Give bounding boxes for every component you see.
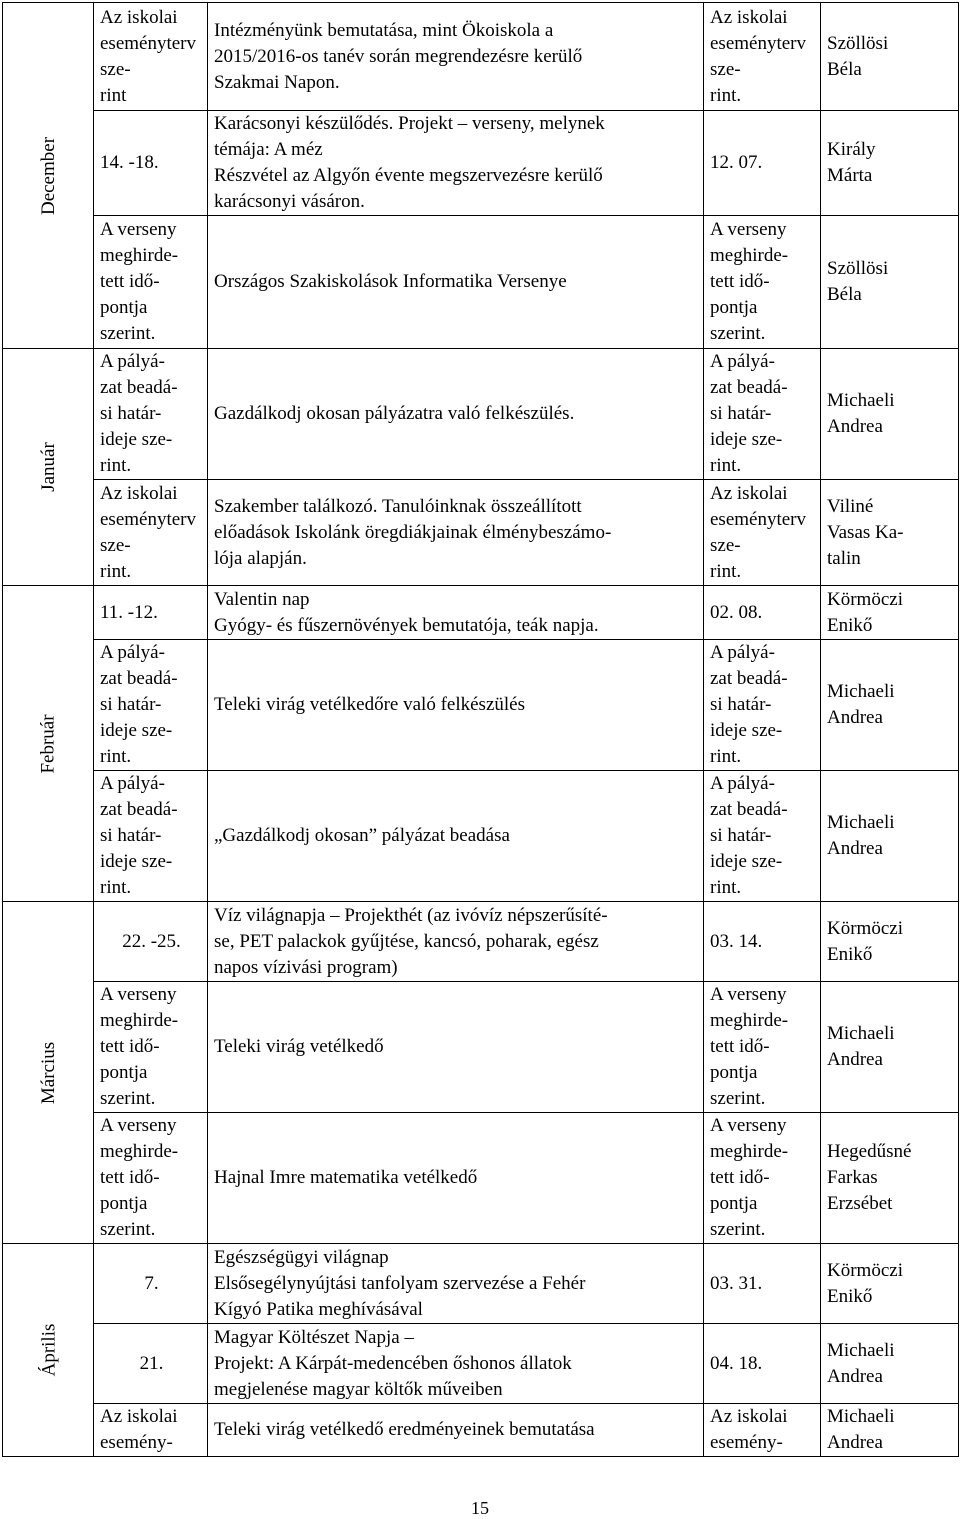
responsible-person-cell: Michaeli Andrea bbox=[821, 640, 959, 771]
event-cell: Egészségügyi világnap Elsősegélynyújtási tanfolyam szervezése a Fehér Kígyó Patika meghívásával bbox=[208, 1244, 704, 1324]
date-cell: A verseny meghirde- tett idő- pontja szerint. bbox=[94, 216, 208, 349]
deadline-cell: 12. 07. bbox=[704, 111, 821, 216]
month-cell-aprilis bbox=[3, 1244, 94, 1457]
responsible-person-cell: Viliné Vasas Ka- talin bbox=[821, 480, 959, 586]
date-cell: Az iskolai esemény- bbox=[94, 1404, 208, 1457]
date-cell: 11. -12. bbox=[94, 586, 208, 640]
event-cell: Teleki virág vetélkedőre való felkészülés bbox=[208, 640, 704, 771]
deadline-cell: Az iskolai eseményterv sze- rint. bbox=[704, 3, 821, 111]
deadline-cell: A verseny meghirde- tett idő- pontja szerint. bbox=[704, 216, 821, 349]
event-cell: Víz világnapja – Projekthét (az ivóvíz népszerűsíté- se, PET palackok gyűjtése, kancsó, poharak, egész napos vízivási program) bbox=[208, 902, 704, 982]
deadline-cell: A pályá- zat beadá- si határ- ideje sze- rint. bbox=[704, 349, 821, 480]
month-label: Április bbox=[38, 1323, 59, 1377]
month-cell-marcius bbox=[3, 902, 94, 1244]
responsible-person-cell: Michaeli Andrea bbox=[821, 771, 959, 902]
deadline-cell: A pályá- zat beadá- si határ- ideje sze- rint. bbox=[704, 640, 821, 771]
month-label: Február bbox=[38, 713, 59, 774]
event-cell: Gazdálkodj okosan pályázatra való felkészülés. bbox=[208, 349, 704, 480]
month-label: December bbox=[38, 136, 59, 215]
table-row bbox=[3, 640, 959, 771]
month-label: Január bbox=[38, 442, 59, 492]
month-cell-december bbox=[3, 3, 94, 349]
event-cell: Karácsonyi készülődés. Projekt – verseny, melynek témája: A méz Részvétel az Algyőn évente megszervezésre kerülő karácsonyi vásáron. bbox=[208, 111, 704, 216]
event-cell: Teleki virág vetélkedő eredményeinek bemutatása bbox=[208, 1404, 704, 1457]
deadline-cell: A verseny meghirde- tett idő- pontja szerint. bbox=[704, 982, 821, 1113]
event-cell: Teleki virág vetélkedő bbox=[208, 982, 704, 1113]
event-cell: Hajnal Imre matematika vetélkedő bbox=[208, 1113, 704, 1244]
date-cell: A pályá- zat beadá- si határ- ideje sze- rint. bbox=[94, 771, 208, 902]
table-row bbox=[3, 1113, 959, 1244]
responsible-person-cell: Michaeli Andrea bbox=[821, 349, 959, 480]
date-cell: A pályá- zat beadá- si határ- ideje sze- rint. bbox=[94, 640, 208, 771]
responsible-person-cell: Michaeli Andrea bbox=[821, 1324, 959, 1404]
month-label: Március bbox=[37, 1041, 59, 1104]
month-cell-februar bbox=[3, 586, 94, 902]
date-cell: Az iskolai eseményterv sze- rint. bbox=[94, 480, 208, 586]
responsible-person-cell: Körmöczi Enikő bbox=[821, 1244, 959, 1324]
event-cell: „Gazdálkodj okosan” pályázat beadása bbox=[208, 771, 704, 902]
responsible-person-cell: Körmöczi Enikő bbox=[821, 902, 959, 982]
event-cell: Valentin nap Gyógy- és fűszernövények bemutatója, teák napja. bbox=[208, 586, 704, 640]
responsible-person-cell: Szöllösi Béla bbox=[821, 3, 959, 111]
table-row bbox=[3, 1324, 959, 1404]
table-row bbox=[3, 216, 959, 349]
deadline-cell: 02. 08. bbox=[704, 586, 821, 640]
date-cell: A verseny meghirde- tett idő- pontja szerint. bbox=[94, 1113, 208, 1244]
table-row bbox=[3, 480, 959, 586]
event-cell: Szakember találkozó. Tanulóinknak összeállított előadások Iskolánk öregdiákjainak élménybeszámo- lója alapján. bbox=[208, 480, 704, 586]
responsible-person-cell: Körmöczi Enikő bbox=[821, 586, 959, 640]
date-cell: Az iskolai eseményterv sze- rint bbox=[94, 3, 208, 111]
responsible-person-cell: Michaeli Andrea bbox=[821, 1404, 959, 1457]
responsible-person-cell: Michaeli Andrea bbox=[821, 982, 959, 1113]
table-row bbox=[3, 349, 959, 480]
table-row bbox=[3, 982, 959, 1113]
table-row bbox=[3, 902, 959, 982]
deadline-cell: 03. 31. bbox=[704, 1244, 821, 1324]
table-row bbox=[3, 3, 959, 111]
deadline-cell: 04. 18. bbox=[704, 1324, 821, 1404]
date-cell: 21. bbox=[94, 1324, 208, 1404]
responsible-person-cell: Hegedűsné Farkas Erzsébet bbox=[821, 1113, 959, 1244]
month-cell-januar bbox=[3, 349, 94, 586]
deadline-cell: Az iskolai esemény- bbox=[704, 1404, 821, 1457]
deadline-cell: Az iskolai eseményterv sze- rint. bbox=[704, 480, 821, 586]
page-number: 15 bbox=[471, 1498, 489, 1518]
deadline-cell: 03. 14. bbox=[704, 902, 821, 982]
event-schedule-table bbox=[2, 2, 959, 1457]
table-row bbox=[3, 1244, 959, 1324]
date-cell: A verseny meghirde- tett idő- pontja szerint. bbox=[94, 982, 208, 1113]
date-cell: A pályá- zat beadá- si határ- ideje sze- rint. bbox=[94, 349, 208, 480]
table-row bbox=[3, 586, 959, 640]
responsible-person-cell: Király Márta bbox=[821, 111, 959, 216]
date-cell: 7. bbox=[94, 1244, 208, 1324]
deadline-cell: A pályá- zat beadá- si határ- ideje sze- rint. bbox=[704, 771, 821, 902]
deadline-cell: A verseny meghirde- tett idő- pontja szerint. bbox=[704, 1113, 821, 1244]
date-cell: 14. -18. bbox=[94, 111, 208, 216]
responsible-person-cell: Szöllösi Béla bbox=[821, 216, 959, 349]
event-cell: Országos Szakiskolások Informatika Versenye bbox=[208, 216, 704, 349]
event-cell: Intézményünk bemutatása, mint Ökoiskola a 2015/2016-os tanév során megrendezésre kerülő Szakmai Napon. bbox=[208, 3, 704, 111]
event-cell: Magyar Költészet Napja – Projekt: A Kárpát-medencében őshonos állatok megjelenése magyar költők műveiben bbox=[208, 1324, 704, 1404]
table-row bbox=[3, 111, 959, 216]
date-cell: 22. -25. bbox=[94, 902, 208, 982]
table-row bbox=[3, 1404, 959, 1457]
table-row bbox=[3, 771, 959, 902]
